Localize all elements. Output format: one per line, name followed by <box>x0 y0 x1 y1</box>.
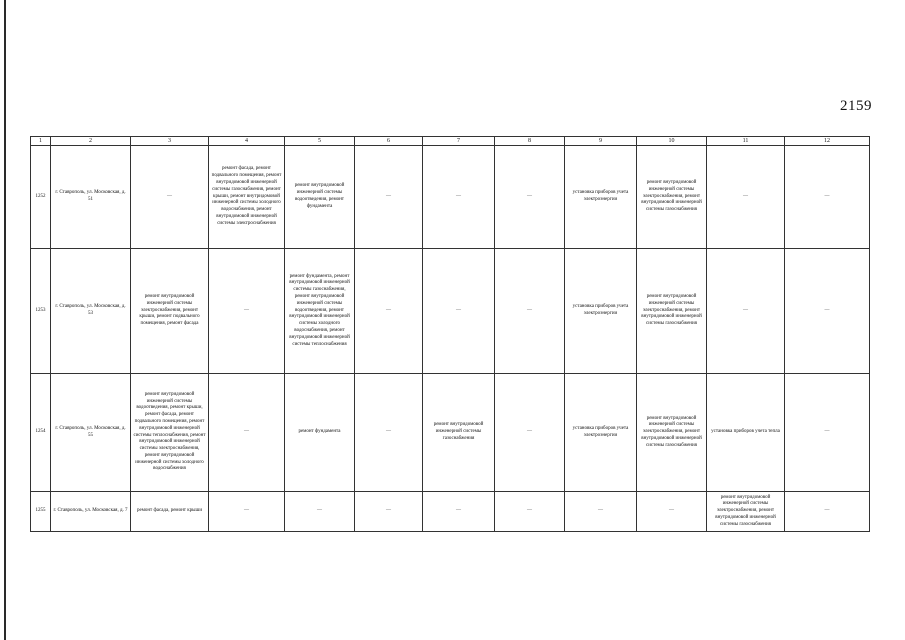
table-cell: — <box>565 492 637 532</box>
table-cell: — <box>495 374 565 492</box>
column-header: 11 <box>707 137 785 146</box>
table-cell: — <box>637 492 707 532</box>
column-header: 2 <box>51 137 131 146</box>
table-cell: — <box>131 146 209 249</box>
table-row <box>31 249 870 374</box>
table-cell: — <box>423 146 495 249</box>
column-number-row <box>31 137 870 146</box>
column-header: 5 <box>285 137 355 146</box>
column-header: 9 <box>565 137 637 146</box>
table-cell: — <box>209 492 285 532</box>
table-cell: — <box>209 374 285 492</box>
column-header: 12 <box>785 137 870 146</box>
address-cell: г. Ставрополь, ул. Московская, д. 53 <box>51 249 131 374</box>
table-cell: ремонт внутридомовой инженерной системы газоснабжения <box>423 374 495 492</box>
table-cell: установка приборов учета электроэнергии <box>565 249 637 374</box>
column-header: 4 <box>209 137 285 146</box>
table-cell: ремонт внутридомовой инженерной системы электроснабжения, ремонт крыши, ремонт подвального помещения, ремонт фасада <box>131 249 209 374</box>
row-number: 1253 <box>31 249 51 374</box>
table-cell: — <box>785 249 870 374</box>
table-cell: — <box>355 249 423 374</box>
table-cell: — <box>785 492 870 532</box>
table-cell: — <box>423 249 495 374</box>
column-header: 1 <box>31 137 51 146</box>
table-cell: ремонт фундамента <box>285 374 355 492</box>
row-number: 1255 <box>31 492 51 532</box>
column-header: 10 <box>637 137 707 146</box>
table-cell: — <box>785 146 870 249</box>
table-row <box>31 492 870 532</box>
table-cell: ремонт фундамента, ремонт внутридомовой инженерной системы газоснабжения, ремонт внутридомовой инженерной системы водоотведения, ремонт внутридомовой инженерной системы холодного водоснабжения, ремонт внутридомовой инженерной системы теплоснабжения <box>285 249 355 374</box>
row-number: 1254 <box>31 374 51 492</box>
table-cell: ремонт внутридомовой инженерной системы водоотведения, ремонт фундамента <box>285 146 355 249</box>
table-cell: ремонт внутридомовой инженерной системы электроснабжения, ремонт внутридомовой инженерной системы газоснабжения <box>637 146 707 249</box>
column-header: 6 <box>355 137 423 146</box>
table-cell: — <box>355 374 423 492</box>
address-cell: г. Ставрополь, ул. Московская, д. 51 <box>51 146 131 249</box>
table-cell: ремонт внутридомовой инженерной системы водоотведения, ремонт крыши, ремонт фасада, ремонт подвального помещения, ремонт внутридомовой инженерной системы теплоснабжения, ремонт внутридомовой инженерной системы электроснабжения, ремонт внутридомовой инженерной системы холодного водоснабжения <box>131 374 209 492</box>
table-cell: ремонт фасада, ремонт подвального помещения, ремонт внутридомовой инженерной системы газоснабжения, ремонт крыши, ремонт внутридомовой инженерной системы холодного водоснабжения, ремонт внутридомовой инженерной системы электроснабжения <box>209 146 285 249</box>
table-cell: — <box>355 492 423 532</box>
column-header: 7 <box>423 137 495 146</box>
table-row <box>31 146 870 249</box>
table-cell: — <box>209 249 285 374</box>
table-row <box>31 374 870 492</box>
table-cell: установка приборов учета тепла <box>707 374 785 492</box>
table-cell: — <box>495 146 565 249</box>
row-number: 1252 <box>31 146 51 249</box>
table-cell: — <box>785 374 870 492</box>
table-cell: ремонт внутридомовой инженерной системы электроснабжения, ремонт внутридомовой инженерной системы газоснабжения <box>637 249 707 374</box>
address-cell: г. Ставрополь, ул. Московская, д. 55 <box>51 374 131 492</box>
table-cell: — <box>423 492 495 532</box>
table-cell: — <box>355 146 423 249</box>
table-cell: — <box>285 492 355 532</box>
table-cell: ремонт внутридомовой инженерной системы электроснабжения, ремонт внутридомовой инженерной системы газоснабжения <box>637 374 707 492</box>
column-header: 3 <box>131 137 209 146</box>
repair-schedule-table <box>30 136 870 532</box>
column-header: 8 <box>495 137 565 146</box>
page-number: 2159 <box>840 98 872 114</box>
page-edge-rule <box>4 0 6 640</box>
table-cell: ремонт внутридомовой инженерной системы электроснабжения, ремонт внутридомовой инженерной системы газоснабжения <box>707 492 785 532</box>
address-cell: г. Ставрополь, ул. Московская, д. 7 <box>51 492 131 532</box>
table-cell: — <box>707 146 785 249</box>
table-cell: установка приборов учета электроэнергии <box>565 146 637 249</box>
table-cell: — <box>707 249 785 374</box>
table-cell: установка приборов учета электроэнергии <box>565 374 637 492</box>
table-cell: — <box>495 249 565 374</box>
table-cell: — <box>495 492 565 532</box>
table-cell: ремонт фасада, ремонт крыши <box>131 492 209 532</box>
